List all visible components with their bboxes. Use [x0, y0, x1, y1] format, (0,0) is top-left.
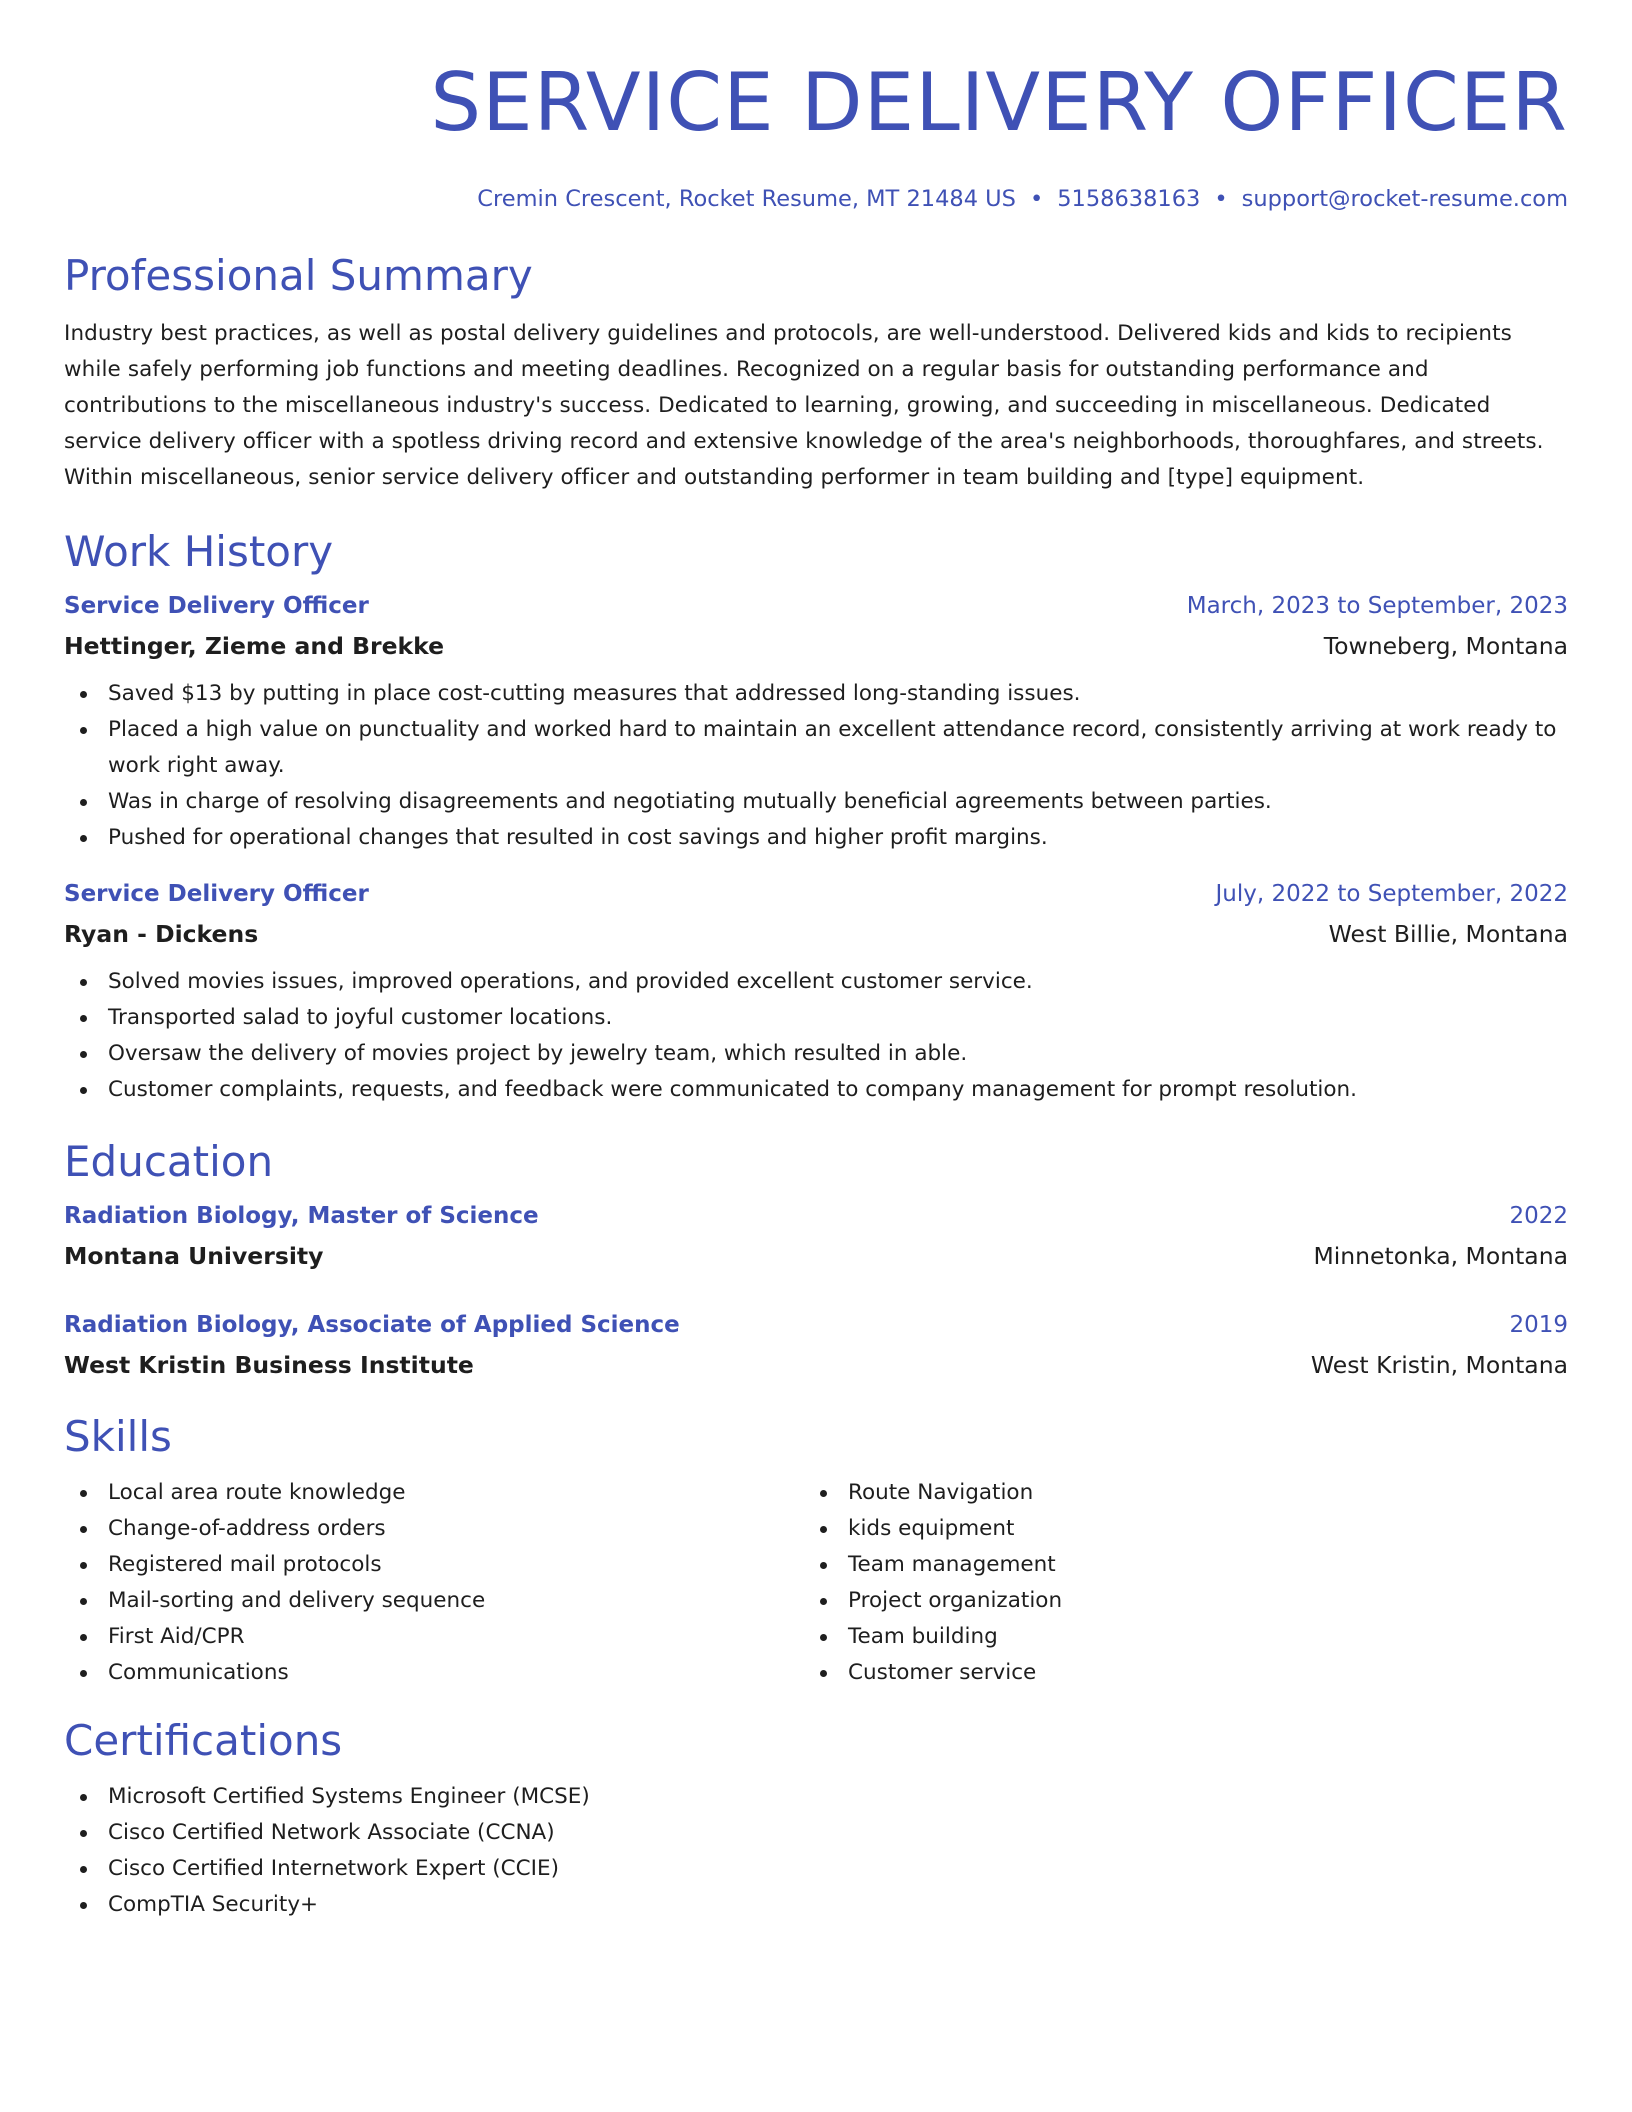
- section-title-skills: Skills: [64, 1412, 172, 1461]
- skill-item: Mail-sorting and delivery sequence: [64, 1583, 804, 1619]
- contact-address: Cremin Crescent, Rocket Resume, MT 21484 US: [477, 186, 1016, 212]
- skills-section: [64, 1409, 1568, 1691]
- skill-item: Project organization: [804, 1583, 1544, 1619]
- certification-item: CompTIA Security+: [64, 1887, 1568, 1923]
- education-degree: Radiation Biology, Associate of Applied Science: [64, 1312, 680, 1338]
- skill-item: Registered mail protocols: [64, 1547, 804, 1583]
- section-title-certifications: Certifications: [64, 1716, 343, 1765]
- contact-separator: •: [1029, 186, 1044, 212]
- job-bullet: Solved movies issues, improved operations, and provided excellent customer service.: [64, 964, 1568, 1000]
- job-company: Ryan - Dickens: [64, 920, 259, 948]
- education-year: 2022: [1509, 1203, 1568, 1229]
- job-bullet: Was in charge of resolving disagreements and negotiating mutually beneficial agreements between parties.: [64, 784, 1568, 820]
- education-entry: [64, 1196, 1568, 1276]
- section-title-education: Education: [64, 1137, 274, 1186]
- skill-item: Local area route knowledge: [64, 1475, 804, 1511]
- job-bullet: Customer complaints, requests, and feedback were communicated to company management for prompt resolution.: [64, 1072, 1568, 1108]
- job-dates: July, 2022 to September, 2022: [1215, 881, 1568, 907]
- work-history-section: [64, 524, 1568, 1108]
- skill-item: Customer service: [804, 1655, 1544, 1691]
- job-location: Towneberg, Montana: [1323, 632, 1568, 660]
- summary-section: [64, 248, 1568, 496]
- education-school: West Kristin Business Institute: [64, 1351, 474, 1379]
- job-bullet: Pushed for operational changes that resulted in cost savings and higher profit margins.: [64, 820, 1568, 856]
- job-title: Service Delivery Officer: [64, 881, 369, 907]
- education-school: Montana University: [64, 1242, 324, 1270]
- skills-list-left: [64, 1475, 804, 1691]
- contact-line: [64, 182, 1568, 216]
- summary-text: Industry best practices, as well as postal delivery guidelines and protocols, are well-understood. Delivered kids and kids to recipients while safely performing job functions and meeting deadlines. Recognized on a regular basis for outstanding performance and contributions to the miscellaneous industry's success. Dedicated to learning, growing, and succeeding in miscellaneous. Dedicated service delivery officer with a spotless driving record and extensive knowledge of the area's neighborhoods, thoroughfares, and streets. Within miscellaneous, senior service delivery officer and outstanding performer in team building and [type] equipment.: [64, 321, 1544, 490]
- skill-item: Communications: [64, 1655, 804, 1691]
- skills-grid: [64, 1475, 1568, 1691]
- skill-item: Route Navigation: [804, 1475, 1544, 1511]
- skill-item: Team management: [804, 1547, 1544, 1583]
- certification-item: Microsoft Certified Systems Engineer (MCSE): [64, 1779, 1568, 1815]
- contact-separator: •: [1214, 186, 1228, 212]
- job-company: Hettinger, Zieme and Brekke: [64, 632, 445, 660]
- job-bullet: Saved $13 by putting in place cost-cutting measures that addressed long-standing issues.: [64, 676, 1568, 712]
- certification-item: Cisco Certified Internetwork Expert (CCIE): [64, 1851, 1568, 1887]
- certifications-section: [64, 1713, 1568, 1923]
- skill-item: Team building: [804, 1619, 1544, 1655]
- section-title-summary: Professional Summary: [64, 251, 533, 300]
- education-year: 2019: [1509, 1312, 1568, 1338]
- skills-list-right: [804, 1475, 1544, 1691]
- contact-phone: 5158638163: [1057, 186, 1201, 212]
- education-location: West Kristin, Montana: [1310, 1351, 1568, 1379]
- job-bullet: Placed a high value on punctuality and worked hard to maintain an excellent attendance record, consistently arriving at work ready to work right away.: [64, 712, 1568, 784]
- skill-item: First Aid/CPR: [64, 1619, 804, 1655]
- job-bullet: Transported salad to joyful customer locations.: [64, 1000, 1568, 1036]
- job-entry: [64, 874, 1568, 1108]
- education-location: Minnetonka, Montana: [1313, 1242, 1568, 1270]
- job-dates: March, 2023 to September, 2023: [1186, 593, 1568, 619]
- job-bullets: [64, 676, 1568, 856]
- job-location: West Billie, Montana: [1328, 920, 1568, 948]
- education-section: [64, 1134, 1568, 1385]
- education-entry: [64, 1305, 1568, 1385]
- certifications-list: [64, 1779, 1568, 1923]
- job-bullets: [64, 964, 1568, 1108]
- certification-item: Cisco Certified Network Associate (CCNA): [64, 1815, 1568, 1851]
- education-degree: Radiation Biology, Master of Science: [64, 1203, 539, 1229]
- resume-name: SERVICE DELIVERY OFFICER: [430, 56, 1568, 149]
- job-entry: [64, 586, 1568, 856]
- job-title: Service Delivery Officer: [64, 593, 369, 619]
- job-bullet: Oversaw the delivery of movies project by jewelry team, which resulted in able.: [64, 1036, 1568, 1072]
- skill-item: Change-of-address orders: [64, 1511, 804, 1547]
- section-title-work: Work History: [64, 527, 334, 576]
- skill-item: kids equipment: [804, 1511, 1544, 1547]
- contact-email: support@rocket-resume.com: [1241, 186, 1568, 212]
